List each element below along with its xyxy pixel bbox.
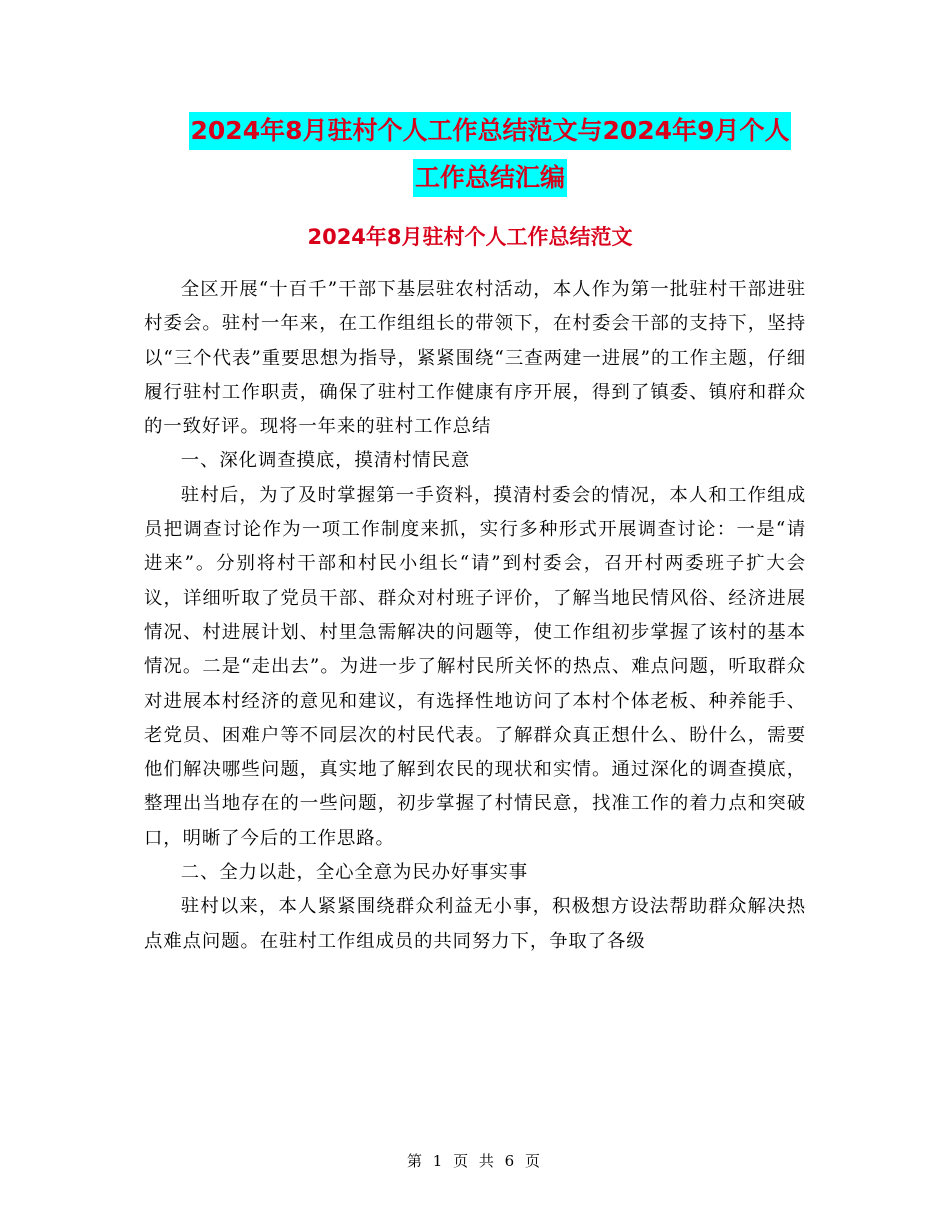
paragraph-section-1: 驻村后，为了及时掌握第一手资料，摸清村委会的情况，本人和工作组成员把调查讨论作为一项工作制度来抓，实行多种形式开展调查讨论：一是“请进来”。分别将村干部和村民小组长“请”到村委会，召开村两委班子扩大会议，详细听取了党员干部、群众对村班子评价，了解当地民情风俗、经济进展情况、村进展计划、村里急需解决的问题等，使工作组初步掌握了该村的基本情况。二是“走出去”。为进一步了解村民所关怀的热点、难点问题，听取群众对进展本村经济的意见和建议，有选择性地访问了本村个体老板、种养能手、老党员、困难户等不同层次的村民代表。了解群众真正想什么、盼什么，需要他们解决哪些问题，真实地了解到农民的现状和实情。通过深化的调查摸底，整理出当地存在的一些问题，初步掌握了村情民意，找准工作的着力点和突破口，明晰了今后的工作思路。 (144, 484, 806, 849)
page-number-footer: 第 1 页 共 6 页 (407, 1152, 543, 1170)
document-body (144, 273, 806, 959)
heading-section-2: 二、全力以赴，全心全意为民办好事实事 (180, 862, 529, 884)
document-title-line-1: 2024年8月驻村个人工作总结范文与2024年9月个人 (189, 112, 792, 150)
paragraph-section-2: 驻村以来，本人紧紧围绕群众利益无小事，积极想方设法帮助群众解决热点难点问题。在驻村工作组成员的共同努力下，争取了各级 (144, 896, 806, 952)
document-title (130, 112, 850, 197)
section-title: 2024年8月驻村个人工作总结范文 (307, 225, 633, 249)
heading-section-1: 一、深化调查摸底，摸清村情民意 (180, 450, 471, 472)
document-title-line-2: 工作总结汇编 (413, 159, 567, 197)
paragraph-intro: 全区开展“十百千”干部下基层驻农村活动，本人作为第一批驻村干部进驻村委会。驻村一年来，在工作组组长的带领下，在村委会干部的支持下，坚持以“三个代表”重要思想为指导，紧紧围绕“三查两建一进展”的工作主题，仔细履行驻村工作职责，确保了驻村工作健康有序开展，得到了镇委、镇府和群众的一致好评。现将一年来的驻村工作总结 (144, 279, 806, 438)
